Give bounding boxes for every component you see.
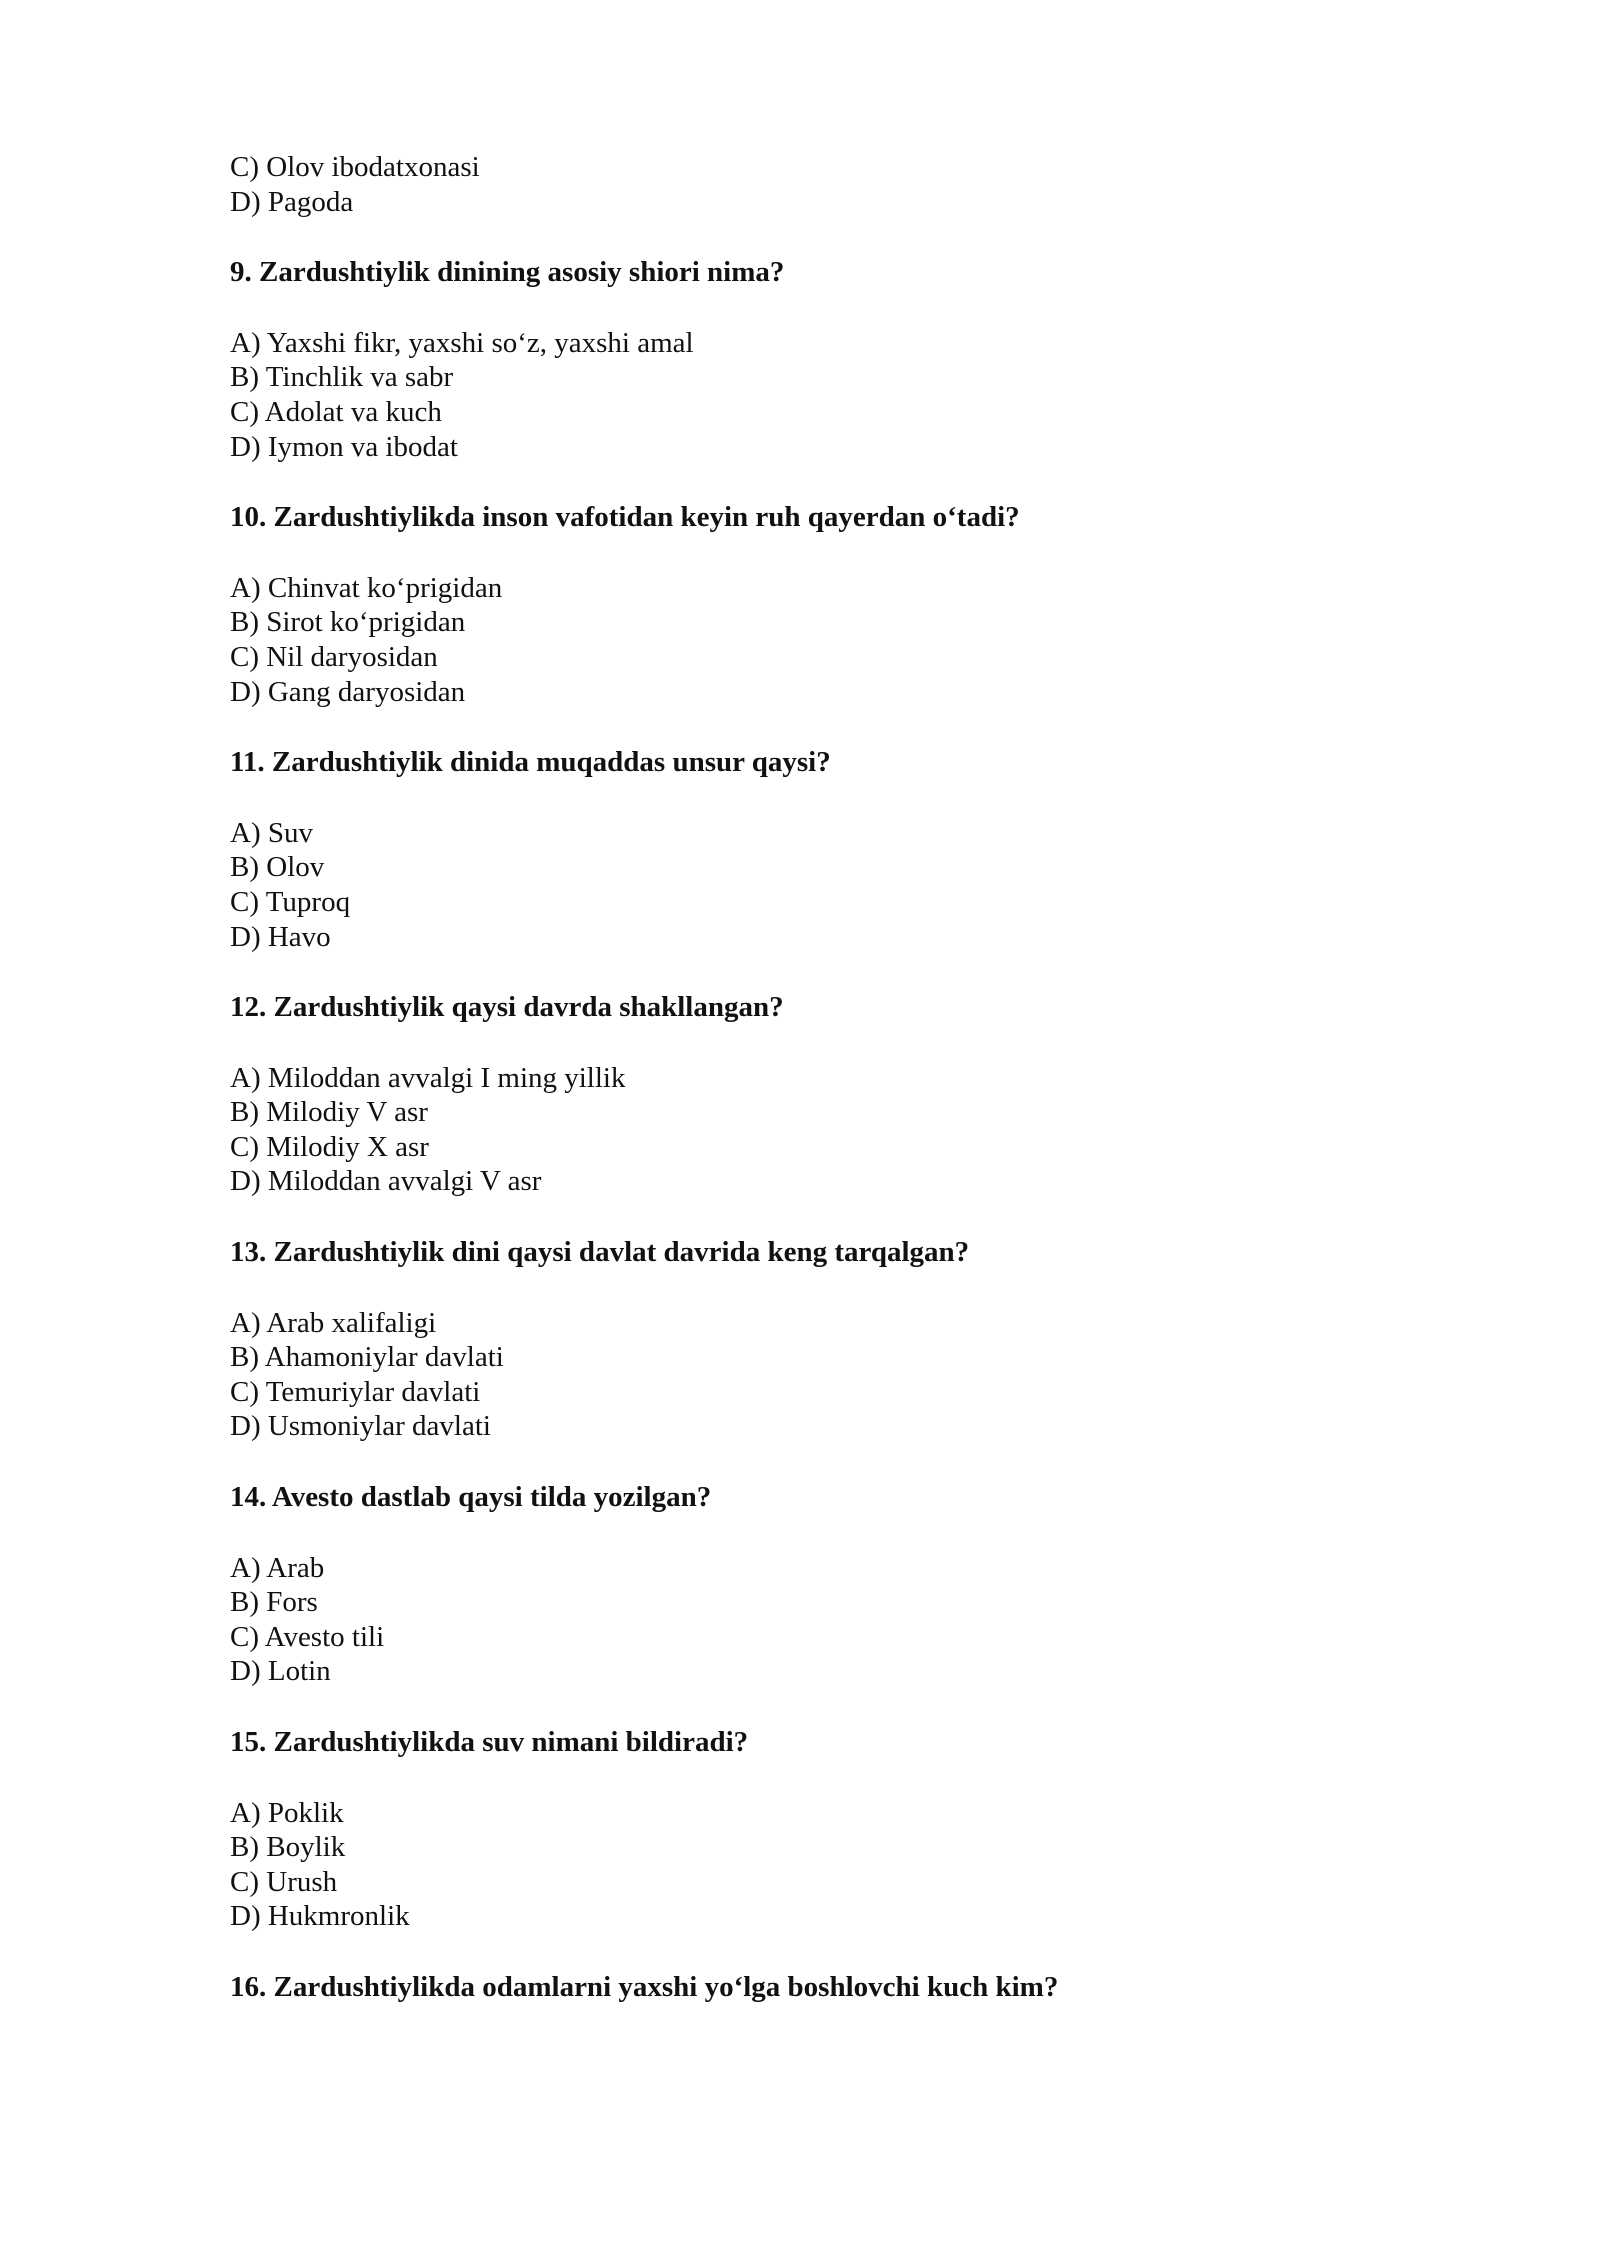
quiz-content bbox=[230, 150, 1430, 2041]
question-15: 15. Zardushtiylikda suv nimani bildiradi? bbox=[230, 1726, 749, 1758]
question-16: 16. Zardushtiylikda odamlarni yaxshi yo‘lga boshlovchi kuch kim? bbox=[230, 1970, 1059, 2003]
option-d: D) Iymon va ibodat bbox=[230, 430, 458, 463]
option-d: D) Usmoniylar davlati bbox=[230, 1410, 491, 1443]
option-c: C) Urush bbox=[230, 1865, 338, 1898]
option-a: A) Arab bbox=[230, 1551, 325, 1584]
option-c: C) Tuproq bbox=[230, 885, 351, 918]
option-c: C) Nil daryosidan bbox=[230, 640, 438, 673]
option-d: D) Gang daryosidan bbox=[230, 675, 466, 708]
option-a: A) Chinvat ko‘prigidan bbox=[230, 571, 503, 604]
option-b: B) Olov bbox=[230, 851, 325, 884]
option-d: D) Miloddan avvalgi V asr bbox=[230, 1165, 542, 1198]
option-b: B) Boylik bbox=[230, 1831, 346, 1864]
option-a: A) Miloddan avvalgi I ming yillik bbox=[230, 1061, 626, 1094]
question-10: 10. Zardushtiylikda inson vafotidan keyin ruh qayerdan o‘tadi? bbox=[230, 501, 1020, 534]
question-11: 11. Zardushtiylik dinida muqaddas unsur qaysi? bbox=[230, 746, 831, 779]
option-b: B) Milodiy V asr bbox=[230, 1096, 428, 1129]
option-a: A) Poklik bbox=[230, 1796, 344, 1829]
question-12: 12. Zardushtiylik qaysi davrda shakllangan? bbox=[230, 991, 784, 1024]
option-b: B) Fors bbox=[230, 1586, 318, 1619]
option-d: D) Pagoda bbox=[230, 185, 354, 218]
option-d: D) Havo bbox=[230, 920, 331, 953]
question-13: 13. Zardushtiylik dini qaysi davlat davrida keng tarqalgan? bbox=[230, 1236, 970, 1269]
option-d: D) Lotin bbox=[230, 1655, 331, 1688]
option-c: C) Adolat va kuch bbox=[230, 395, 442, 428]
option-b: B) Tinchlik va sabr bbox=[230, 361, 454, 394]
option-a: A) Suv bbox=[230, 816, 313, 849]
question-9: 9. Zardushtiylik dinining asosiy shiori nima? bbox=[230, 256, 785, 289]
option-b: B) Ahamoniylar davlati bbox=[230, 1341, 504, 1374]
option-a: A) Yaxshi fikr, yaxshi so‘z, yaxshi amal bbox=[230, 326, 694, 359]
option-c: C) Temuriylar davlati bbox=[230, 1375, 481, 1408]
option-d: D) Hukmronlik bbox=[230, 1900, 410, 1933]
option-a: A) Arab xalifaligi bbox=[230, 1306, 437, 1339]
option-c: C) Milodiy X asr bbox=[230, 1130, 429, 1163]
option-c: C) Olov ibodatxonasi bbox=[230, 151, 480, 183]
option-c: C) Avesto tili bbox=[230, 1620, 385, 1653]
option-b: B) Sirot ko‘prigidan bbox=[230, 606, 466, 639]
question-14: 14. Avesto dastlab qaysi tilda yozilgan? bbox=[230, 1481, 712, 1514]
